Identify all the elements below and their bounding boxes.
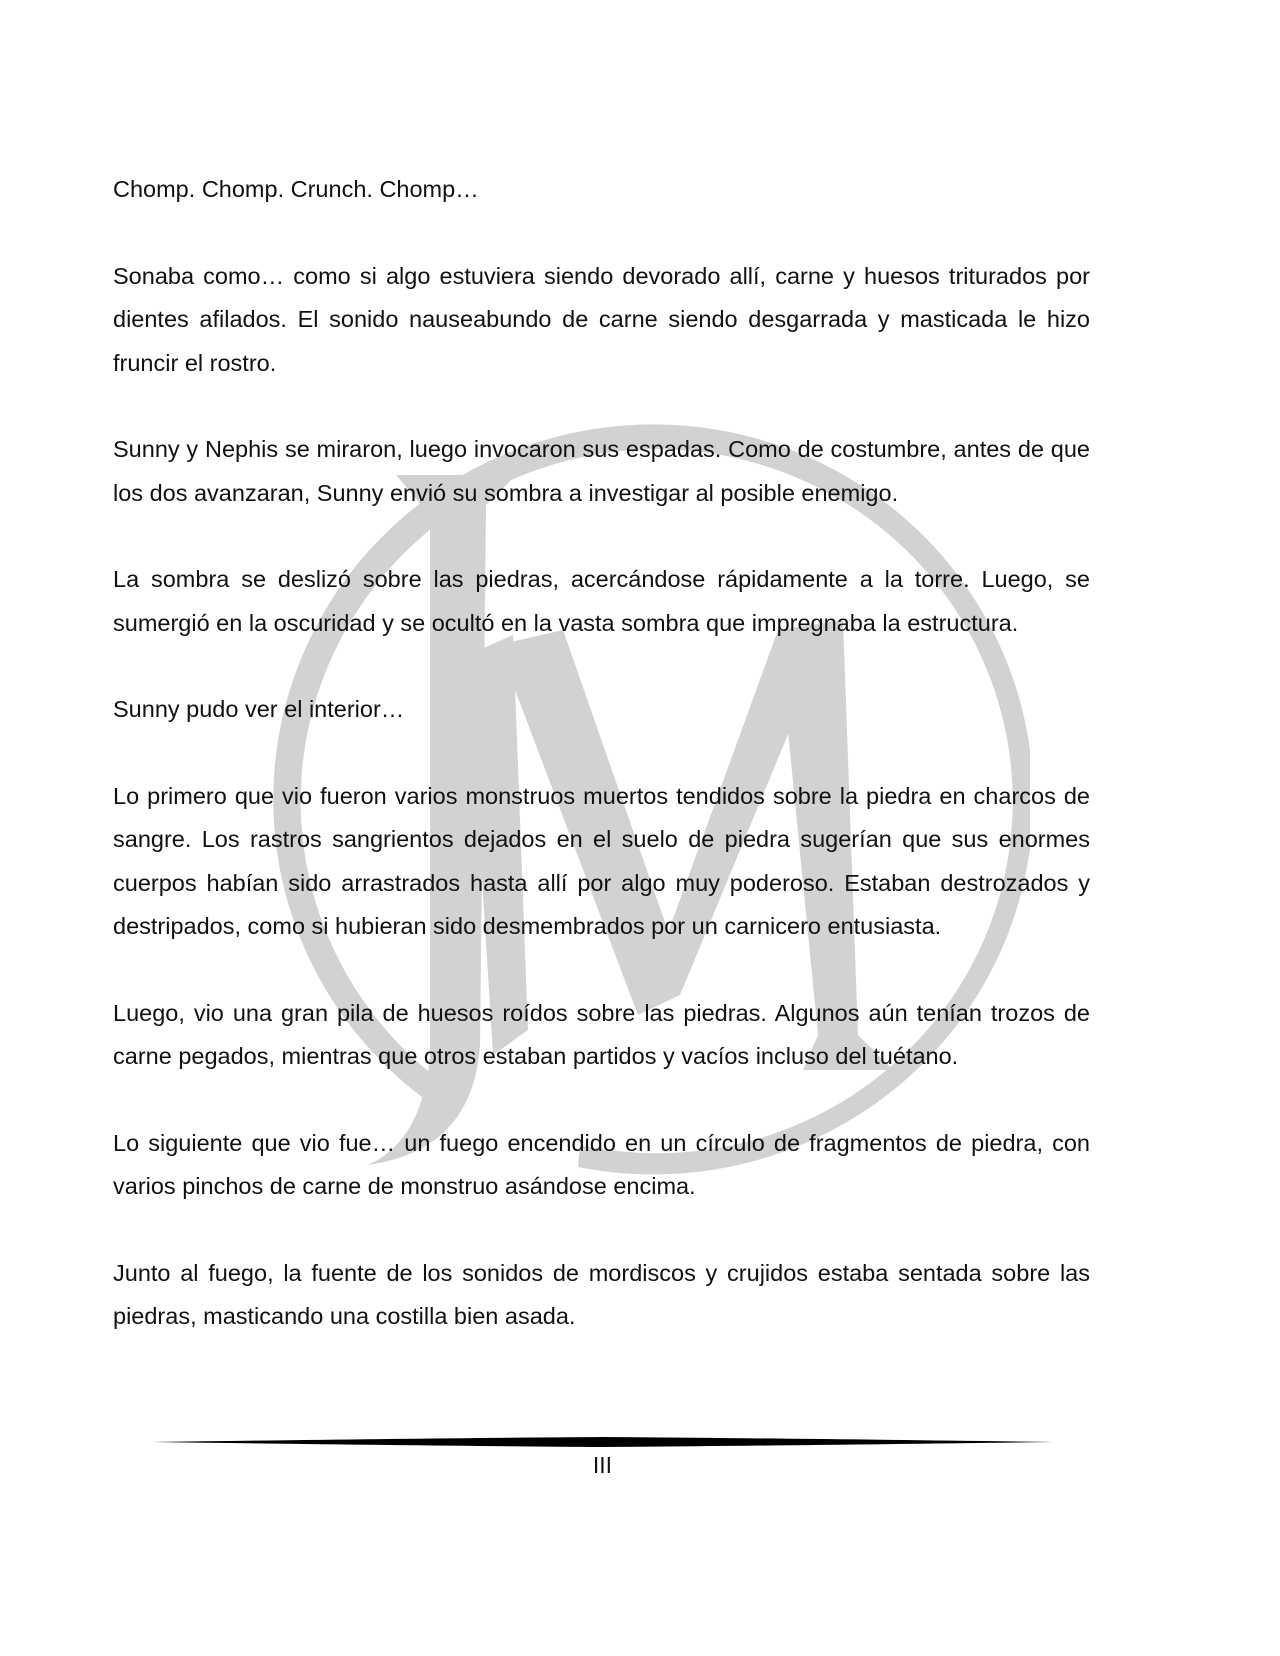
paragraph-7: Luego, vio una gran pila de huesos roídos sobre las piedras. Algunos aún tenían trozos de carne pegados, mientras que otros estaban partidos y vacíos incluso del tuétano. bbox=[113, 999, 1090, 1069]
paragraph-8: Lo siguiente que vio fue… un fuego encendido en un círculo de fragmentos de piedra, con varios pinchos de carne de monstruo asándose encima. bbox=[113, 1129, 1090, 1199]
paragraph-9: Junto al fuego, la fuente de los sonidos de mordiscos y crujidos estaba sentada sobre las piedras, masticando una costilla bien asada. bbox=[113, 1259, 1090, 1329]
page-body bbox=[113, 168, 1090, 1382]
paragraph-3: Sunny y Nephis se miraron, luego invocaron sus espadas. Como de costumbre, antes de que los dos avanzaran, Sunny envió su sombra a investigar al posible enemigo. bbox=[113, 436, 1090, 506]
footer-divider-rule bbox=[152, 1436, 1054, 1448]
page-number: III bbox=[592, 1452, 613, 1478]
paragraph-6: Lo primero que vio fueron varios monstruos muertos tendidos sobre la piedra en charcos de sangre. Los rastros sangrientos dejados en el suelo de piedra sugerían que sus enormes cuerpos habían sido arrastrados hasta allí por algo muy poderoso. Estaban destrozados y destripados, como si hubieran sido desmembrados por un carnicero entusiasta. bbox=[113, 782, 1090, 939]
paragraph-5: Sunny pudo ver el interior… bbox=[113, 696, 405, 722]
paragraph-4: La sombra se deslizó sobre las piedras, acercándose rápidamente a la torre. Luego, se sumergió en la oscuridad y se ocultó en la vasta sombra que impregnaba la estructura. bbox=[113, 566, 1090, 636]
paragraph-2: Sonaba como… como si algo estuviera siendo devorado allí, carne y huesos triturados por dientes afilados. El sonido nauseabundo de carne siendo desgarrada y masticada le hizo fruncir el rostro. bbox=[113, 262, 1090, 376]
paragraph-1: Chomp. Chomp. Crunch. Chomp… bbox=[113, 176, 479, 202]
